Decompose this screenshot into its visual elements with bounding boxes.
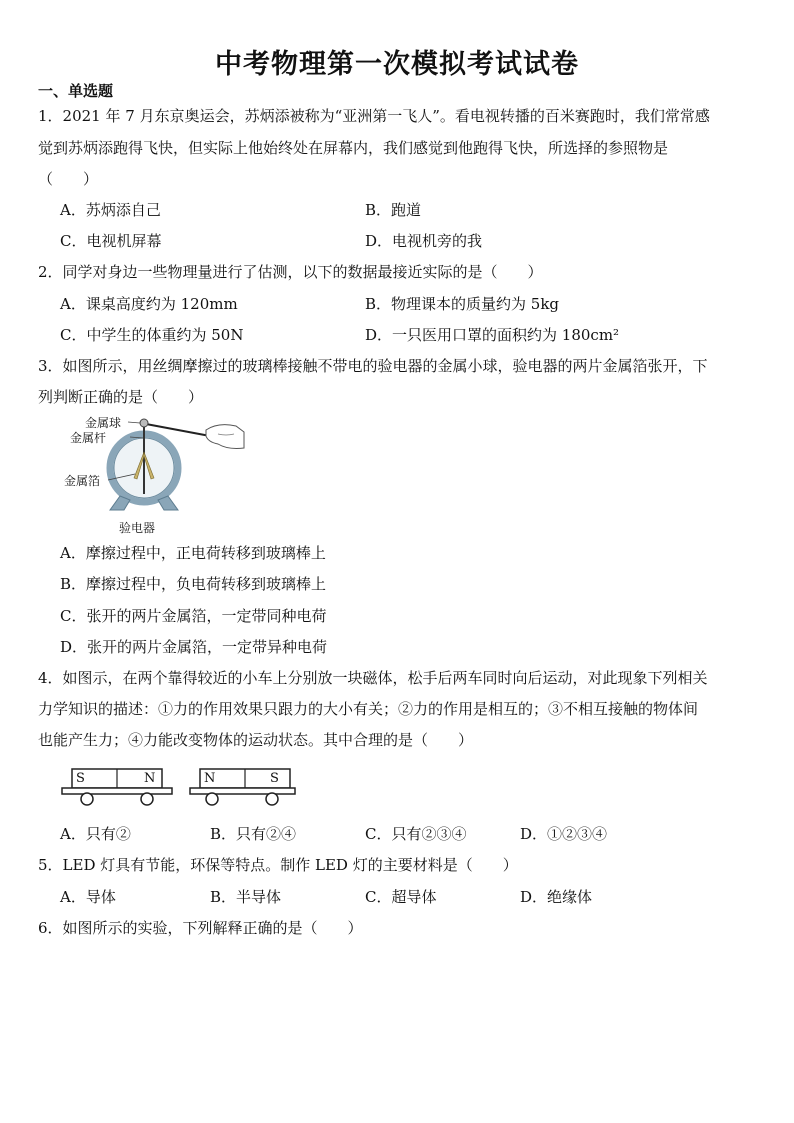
q1-line1: 1．2021 年 7 月东京奥运会，苏炳添被称为“亚洲第一飞人”。看电视转播的百米赛跑时，我们常常感	[38, 107, 710, 125]
hand	[206, 425, 244, 449]
cart-1-wheel-left	[81, 793, 93, 805]
q2-option-d: D．一只医用口罩的面积约为 180cm²	[365, 326, 620, 344]
label-cart2-n: N	[204, 771, 216, 786]
q1-line2: 觉到苏炳添跑得飞快，但实际上他始终处在屏幕内，我们感觉到他跑得飞快，所选择的参照物是	[38, 139, 669, 157]
q2-line1: 2．同学对身边一些物理量进行了估测，以下的数据最接近实际的是（ ）	[38, 263, 543, 281]
metal-ball	[140, 419, 148, 427]
q3-option-b: B．摩擦过程中，负电荷转移到玻璃棒上	[60, 575, 327, 593]
label-cart2-s: S	[270, 771, 279, 786]
cart-2-board	[190, 788, 295, 794]
q3-line2: 列判断正确的是（ ）	[38, 388, 204, 406]
cart-1-wheel-right	[141, 793, 153, 805]
q2-option-c: C．中学生的体重约为 50N	[60, 326, 244, 344]
q5-line1: 5．LED 灯具有节能，环保等特点。制作 LED 灯的主要材料是（ ）	[38, 856, 518, 874]
q1-option-b: B．跑道	[365, 201, 422, 219]
q1-option-c: C．电视机屏幕	[60, 232, 162, 250]
q3-option-a: A．摩擦过程中，正电荷转移到玻璃棒上	[60, 544, 326, 562]
q4-line3: 也能产生力；④力能改变物体的运动状态。其中合理的是（ ）	[38, 731, 474, 749]
magnet-carts-figure	[60, 765, 300, 809]
label-metal-foil: 金属箔	[64, 474, 101, 488]
q5-option-b: B．半导体	[210, 888, 282, 906]
page-title: 中考物理第一次模拟考试试卷	[215, 49, 579, 80]
q5-option-d: D．绝缘体	[520, 888, 593, 906]
q4-option-b: B．只有②④	[210, 825, 297, 843]
q4-line2: 力学知识的描述：①力的作用效果只跟力的大小有关；②力的作用是相互的；③不相互接触的物体间	[38, 700, 699, 718]
q5-option-c: C．超导体	[365, 888, 437, 906]
q6-line1: 6．如图所示的实验，下列解释正确的是（ ）	[38, 919, 363, 937]
q1-option-d: D．电视机旁的我	[365, 232, 483, 250]
q4-option-d: D．①②③④	[520, 825, 608, 843]
q4-option-a: A．只有②	[60, 825, 131, 843]
q2-option-a: A．课桌高度约为 120mm	[60, 295, 238, 313]
q2-option-b: B．物理课本的质量约为 5kg	[365, 295, 560, 313]
label-electroscope: 验电器	[119, 521, 156, 535]
q1-line3: （ ）	[38, 170, 99, 188]
q1-option-a: A．苏炳添自己	[60, 201, 161, 219]
q3-option-d: D．张开的两片金属箔，一定带异种电荷	[60, 638, 328, 656]
q4-line1: 4．如图示，在两个靠得较近的小车上分别放一块磁体，松手后两车同时向后运动，对此现象下列相关	[38, 669, 708, 687]
q5-option-a: A．导体	[60, 888, 116, 906]
cart-1-board	[62, 788, 172, 794]
label-cart1-n: N	[144, 771, 156, 786]
label-metal-ball: 金属球	[85, 416, 122, 430]
q4-option-c: C．只有②③④	[365, 825, 467, 843]
cart-2-wheel-left	[206, 793, 218, 805]
section-heading: 一、单选题	[38, 82, 114, 100]
cart-2-wheel-right	[266, 793, 278, 805]
label-cart1-s: S	[76, 771, 85, 786]
q3-option-c: C．张开的两片金属箔，一定带同种电荷	[60, 607, 327, 625]
label-metal-rod: 金属杆	[70, 431, 107, 445]
q3-line1: 3．如图所示，用丝绸摩擦过的玻璃棒接触不带电的验电器的金属小球，验电器的两片金属箔张开，下	[38, 357, 708, 375]
